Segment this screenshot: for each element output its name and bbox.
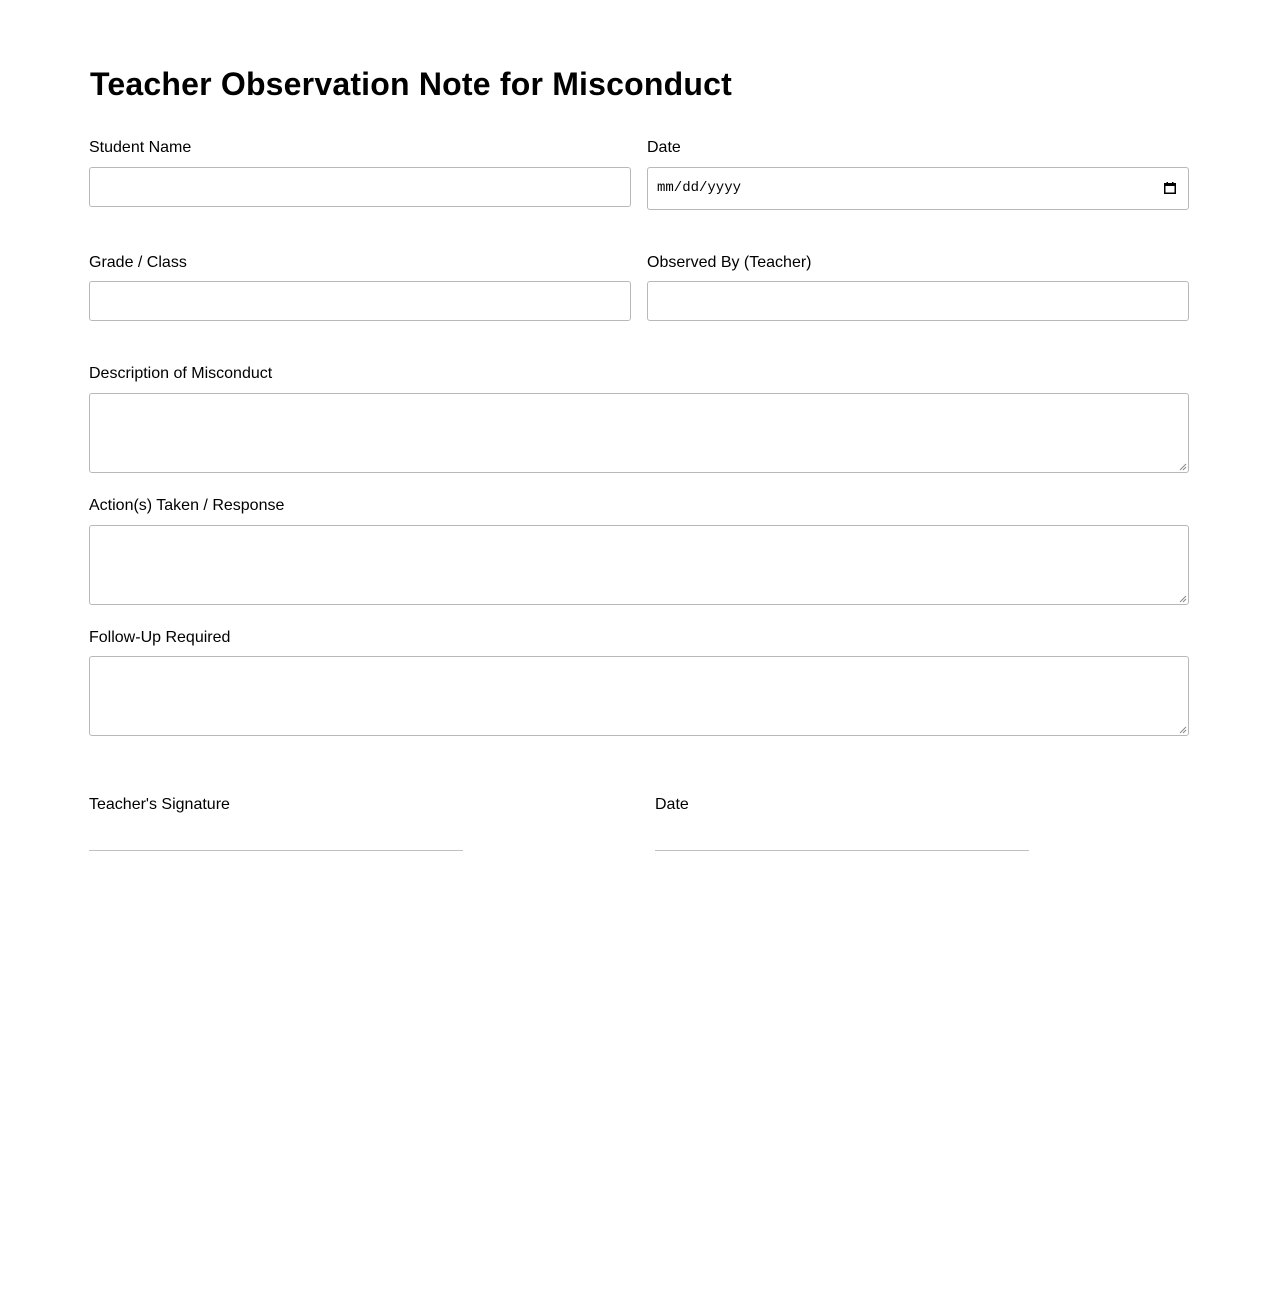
follow-up-textarea[interactable] xyxy=(89,656,1189,736)
grade-class-input[interactable] xyxy=(89,281,631,321)
follow-up-label: Follow-Up Required xyxy=(89,629,231,646)
resize-handle-icon[interactable] xyxy=(1179,463,1187,471)
calendar-icon[interactable] xyxy=(1164,182,1176,194)
student-name-input[interactable] xyxy=(89,167,631,207)
observed-by-label: Observed By (Teacher) xyxy=(647,254,812,271)
description-label: Description of Misconduct xyxy=(89,365,273,382)
page-title: Teacher Observation Note for Misconduct xyxy=(90,66,732,102)
resize-handle-icon[interactable] xyxy=(1179,726,1187,734)
teacher-signature-line xyxy=(89,850,463,851)
signature-date-line xyxy=(655,850,1029,851)
actions-taken-textarea[interactable] xyxy=(89,525,1189,605)
date-placeholder: mm/dd/yyyy xyxy=(657,180,742,196)
resize-handle-icon[interactable] xyxy=(1179,595,1187,603)
actions-taken-label: Action(s) Taken / Response xyxy=(89,497,285,514)
observed-by-input[interactable] xyxy=(647,281,1189,321)
grade-class-label: Grade / Class xyxy=(89,254,187,271)
date-input[interactable] xyxy=(647,167,1189,210)
description-textarea[interactable] xyxy=(89,393,1189,473)
student-name-label: Student Name xyxy=(89,139,192,156)
teacher-signature-label: Teacher's Signature xyxy=(89,796,230,813)
date-label: Date xyxy=(647,139,681,156)
signature-date-label: Date xyxy=(655,796,689,813)
